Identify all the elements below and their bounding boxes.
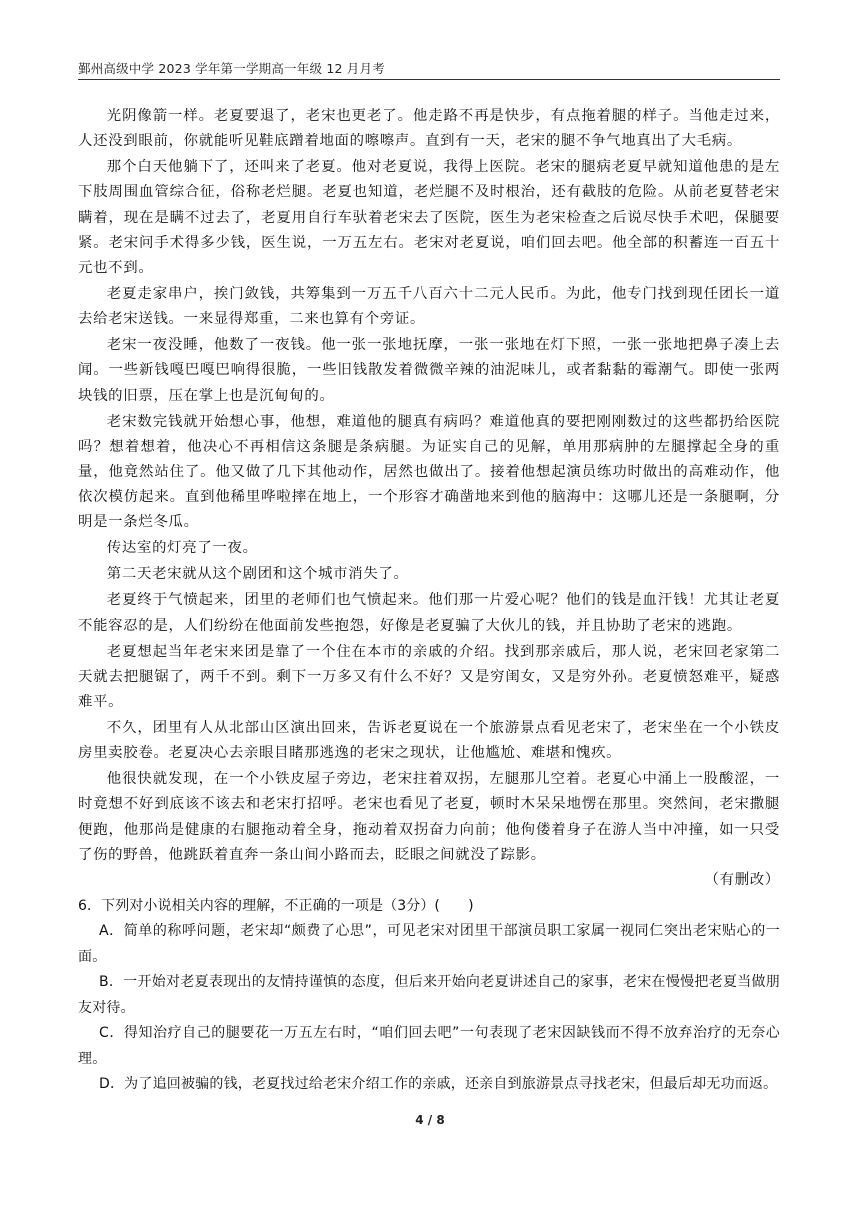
question-option-a: A．简单的称呼问题，老宋却“颇费了心思”，可见老宋对团里干部演员职工家属一视同仁突出老宋贴心的一面。	[78, 923, 780, 965]
passage-paragraph-5: 老宋数完钱就开始想心事，他想，难道他的腿真有病吗？难道他真的要把刚刚数过的这些都扔给医院吗？想着想着，他决心不再相信这条腿是条病腿。为证实自己的见解，单用那病肿的左腿撑起全身的重量，他竟然站住了。他又做了几下其他动作，居然也做出了。接着他想起演员练功时做出的高难动作，他依次模仿起来。直到他稀里哗啦摔在地上，一个形容才确凿地来到他的脑海中：这哪儿还是一条腿啊，分明是一条烂冬瓜。	[78, 413, 780, 531]
passage-paragraph-9: 老夏想起当年老宋来团是靠了一个住在本市的亲戚的介绍。找到那亲戚后，那人说，老宋回老家第二天就去把腿锯了，两千不到。剩下一万多又有什么不好？又是穷闺女，又是穷外孙。老夏愤怒难平，疑惑难平。	[78, 643, 780, 711]
passage-paragraph-8: 老夏终于气愤起来，团里的老师们也气愤起来。他们那一片爱心呢？他们的钱是血汗钱！尤其让老夏不能容忍的是，人们纷纷在他面前发些抱怨，好像是老夏骗了大伙儿的钱，并且协助了老宋的逃跑。	[78, 592, 780, 634]
question-6	[78, 894, 780, 1098]
page-number: 4 / 8	[415, 1113, 445, 1127]
header-divider	[78, 79, 780, 80]
passage-paragraph-10: 不久，团里有人从北部山区演出回来，告诉老夏说在一个旅游景点看见老宋了，老宋坐在一个小铁皮房里卖胶卷。老夏决心去亲眼目睹那逃逸的老宋之现状，让他尴尬、难堪和愧疚。	[78, 720, 780, 762]
question-option-c: C．得知治疗自己的腿要花一万五左右时，“咱们回去吧”一句表现了老宋因缺钱而不得不放弃治疗的无奈心理。	[78, 1025, 780, 1067]
question-stem: 6．下列对小说相关内容的理解，不正确的一项是（3分）( )	[78, 898, 474, 915]
page-header: 鄞州高级中学 2023 学年第一学期高一年级 12 月月考	[78, 61, 385, 76]
question-option-b: B．一开始对老夏表现出的友情持谨慎的态度，但后来开始向老夏讲述自己的家事，老宋在慢慢把老夏当做朋友对待。	[78, 974, 780, 1016]
page-content	[78, 104, 780, 1098]
passage-paragraph-6: 传达室的灯亮了一夜。	[106, 540, 258, 557]
passage-paragraph-1: 光阴像箭一样。老夏要退了，老宋也更老了。他走路不再是快步，有点拖着腿的样子。当他走过来，人还没到眼前，你就能听见鞋底蹭着地面的嚓嚓声。直到有一天，老宋的腿不争气地真出了大毛病。	[78, 108, 780, 150]
source-note: （有删改）	[704, 872, 780, 889]
passage-paragraph-2: 那个白天他躺下了，还叫来了老夏。他对老夏说，我得上医院。老宋的腿病老夏早就知道他患的是左下肢周围血管综合征，俗称老烂腿。老夏也知道，老烂腿不及时根治，还有截肢的危险。从前老夏替老宋瞒着，现在是瞒不过去了，老夏用自行车驮着老宋去了医院，医生为老宋检查之后说尽快手术吧，保腿要紧。老宋问手术得多少钱，医生说，一万五左右。老宋对老夏说，咱们回去吧。他全部的积蓄连一百五十元也不到。	[78, 159, 780, 277]
passage-paragraph-3: 老夏走家串户，挨门敛钱，共筹集到一万五千八百六十二元人民币。为此，他专门找到现任团长一道去给老宋送钱。一来显得郑重，二来也算有个旁证。	[78, 286, 780, 328]
passage-paragraph-11: 他很快就发现，在一个小铁皮屋子旁边，老宋拄着双拐，左腿那儿空着。老夏心中涌上一股酸涩，一时竟想不好到底该不该去和老宋打招呼。老宋也看见了老夏，顿时木呆呆地愣在那里。突然间，老宋撒腿便跑，他那尚是健康的右腿拖动着全身，拖动着双拐奋力向前；他佝偻着身子在游人当中冲撞，如一只受了伤的野兽，他跳跃着直奔一条山间小路而去，眨眼之间就没了踪影。	[78, 771, 780, 863]
passage-paragraph-4: 老宋一夜没睡，他数了一夜钱。他一张一张地抚摩，一张一张地在灯下照，一张一张地把鼻子凑上去闻。一些新钱嘎巴嘎巴响得很脆，一些旧钱散发着微微辛辣的油泥味儿，或者黏黏的霉潮气。即使一张两块钱的旧票，压在掌上也是沉甸甸的。	[78, 337, 780, 404]
passage-paragraph-7: 第二天老宋就从这个剧团和这个城市消失了。	[106, 566, 409, 583]
question-option-d: D．为了追回被骗的钱，老夏找过给老宋介绍工作的亲戚，还亲自到旅游景点寻找老宋，但最后却无功而返。	[99, 1076, 778, 1093]
reading-passage	[78, 104, 780, 893]
